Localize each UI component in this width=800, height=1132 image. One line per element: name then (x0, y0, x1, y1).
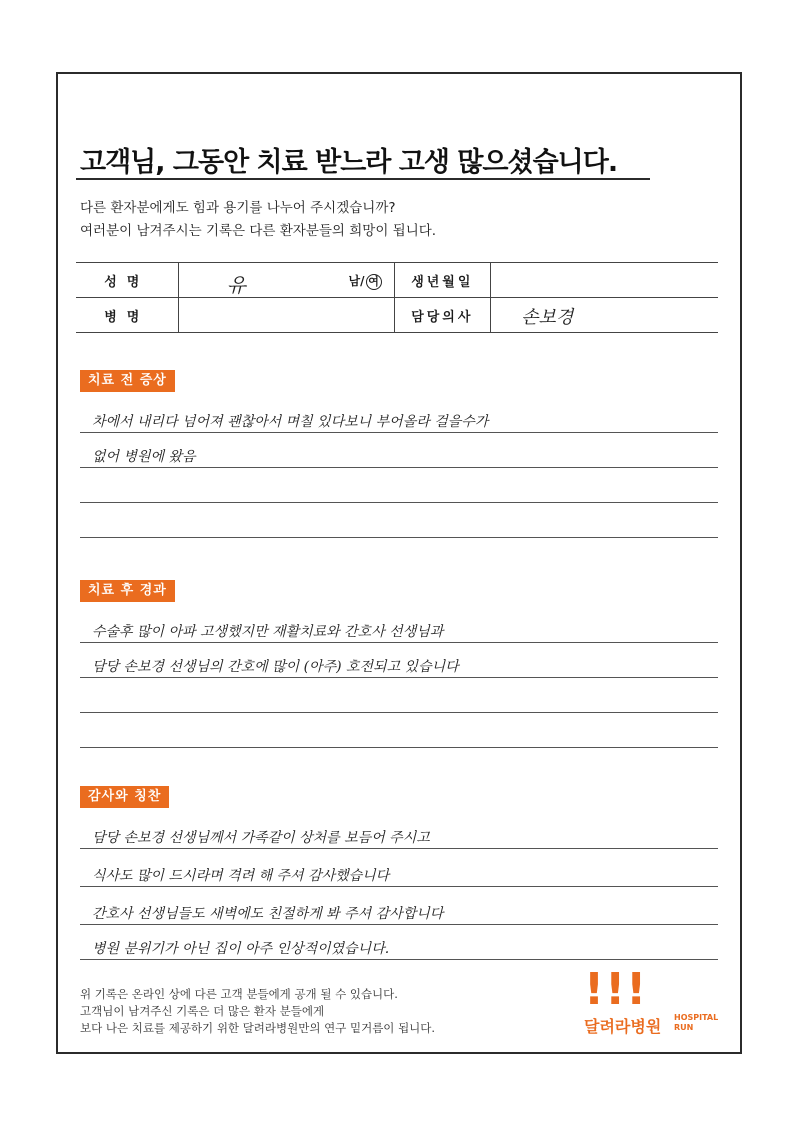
ruled-line (80, 747, 718, 748)
ruled-line (80, 848, 718, 849)
ruled-line (80, 502, 718, 503)
page-title: 고객님, 그동안 치료 받느라 고생 많으셨습니다. (80, 147, 618, 178)
logo-name: 달려라병원 (584, 1017, 662, 1036)
logo-exclamation-marks: !!! (584, 964, 648, 1015)
section-label-thanks: 감사와 칭찬 (80, 786, 169, 808)
intro-line-1: 다른 환자분에게도 힘과 용기를 나누어 주시겠습니까? (80, 200, 396, 216)
birth-label: 생년월일 (394, 263, 491, 298)
ruled-line (80, 537, 718, 538)
disease-label: 병명 (76, 298, 178, 333)
disease-value (178, 298, 394, 333)
ruled-line (80, 467, 718, 468)
logo-en-line-2: RUN (674, 1023, 694, 1032)
gender-label: 남/ (348, 274, 365, 288)
birth-value (491, 263, 718, 298)
ruled-line (80, 677, 718, 678)
doctor-value: 손보경 (521, 307, 574, 328)
ruled-line (80, 642, 718, 643)
before-line-2: 없어 병원에 왔음 (92, 449, 196, 465)
name-label: 성명 (76, 263, 178, 298)
title-underline (76, 178, 650, 180)
footer-line-3: 보다 나은 치료를 제공하기 위한 달려라병원만의 연구 밑거름이 됩니다. (80, 1021, 436, 1035)
doctor-cell (491, 298, 718, 333)
logo-en-line-1: HOSPITAL (674, 1013, 719, 1022)
gender-field (349, 272, 382, 290)
patient-info-table (76, 262, 718, 333)
section-label-before: 치료 전 증상 (80, 370, 175, 392)
thanks-line-4: 병원 분위기가 아닌 집이 아주 인상적이였습니다. (92, 941, 390, 957)
gender-selected: 여 (366, 274, 382, 290)
thanks-line-1: 담당 손보경 선생님께서 가족같이 상처를 보듬어 주시고 (92, 830, 430, 846)
after-line-1: 수술후 많이 아파 고생했지만 재활치료와 간호사 선생님과 (92, 624, 444, 640)
ruled-line (80, 886, 718, 887)
thanks-line-3: 간호사 선생님들도 새벽에도 친절하게 봐 주셔 감사합니다 (92, 906, 444, 922)
doctor-label: 담당의사 (394, 298, 491, 333)
name-cell (178, 263, 394, 298)
after-line-2: 담당 손보경 선생님의 간호에 많이 (아주) 호전되고 있습니다 (92, 659, 459, 675)
section-label-after: 치료 후 경과 (80, 580, 175, 602)
footer-line-2: 고객님이 남겨주신 기록은 더 많은 환자 분들에게 (80, 1004, 325, 1018)
before-line-1: 차에서 내리다 넘어져 괜찮아서 며칠 있다보니 부어올라 걸을수가 (92, 414, 489, 430)
footer-line-1: 위 기록은 온라인 상에 다른 고객 분들에게 공개 될 수 있습니다. (80, 987, 398, 1001)
name-value: 유 (226, 273, 246, 297)
ruled-line (80, 432, 718, 433)
ruled-line (80, 959, 718, 960)
thanks-line-2: 식사도 많이 드시라며 격려 해 주셔 감사했습니다 (92, 868, 390, 884)
intro-line-2: 여러분이 남겨주시는 기록은 다른 환자분들의 희망이 됩니다. (80, 223, 437, 239)
ruled-line (80, 712, 718, 713)
ruled-line (80, 924, 718, 925)
